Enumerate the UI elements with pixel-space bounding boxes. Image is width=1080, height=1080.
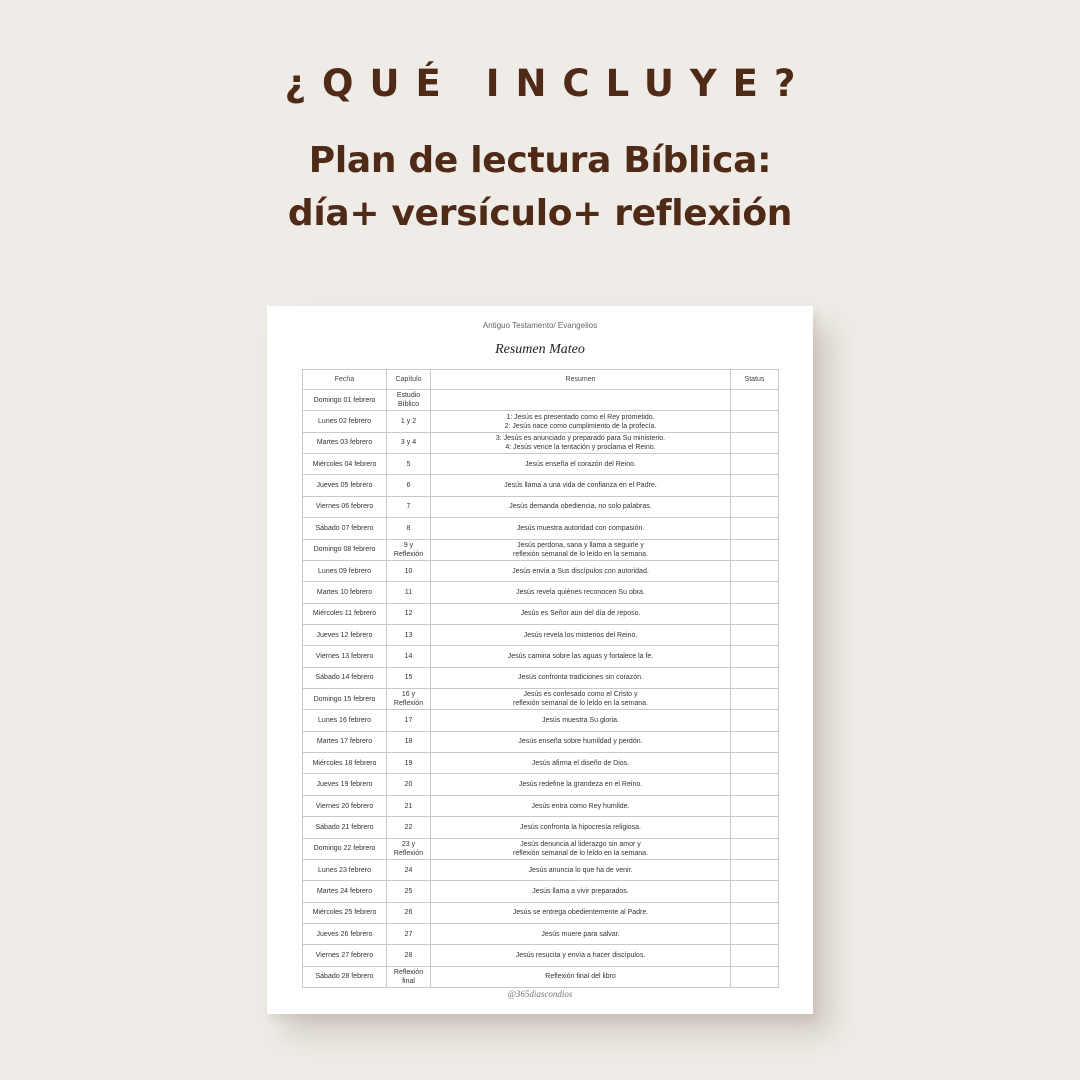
cell-resumen bbox=[431, 667, 731, 688]
cell-capitulo bbox=[387, 582, 431, 603]
cell-fecha: Sábado 28 febrero bbox=[303, 966, 387, 987]
table-body bbox=[303, 390, 779, 988]
cell-fecha: Sábado 07 febrero bbox=[303, 518, 387, 539]
cell-fecha: Sábado 21 febrero bbox=[303, 817, 387, 838]
table-row bbox=[303, 902, 779, 923]
column-header-status: Status bbox=[731, 370, 779, 390]
cell-line: 7 bbox=[406, 503, 411, 511]
cell-status[interactable] bbox=[731, 646, 779, 667]
cell-status[interactable] bbox=[731, 859, 779, 880]
cell-line: Jesús es confesado como el Cristo y bbox=[523, 691, 638, 699]
cell-resumen bbox=[431, 859, 731, 880]
cell-line: Jesús entra como Rey humilde. bbox=[531, 802, 630, 810]
cell-line: reflexión semanal de lo leído en la semana. bbox=[512, 700, 649, 708]
table-row bbox=[303, 475, 779, 496]
table-row bbox=[303, 966, 779, 987]
cell-line: 19 bbox=[404, 759, 413, 767]
cell-status[interactable] bbox=[731, 411, 779, 432]
table-row bbox=[303, 795, 779, 816]
cell-fecha: Sábado 14 febrero bbox=[303, 667, 387, 688]
cell-line: Reflexión final del libro bbox=[545, 973, 616, 981]
cell-line: 16 y bbox=[401, 691, 416, 699]
cell-capitulo bbox=[387, 710, 431, 731]
cell-fecha: Domingo 01 febrero bbox=[303, 390, 387, 411]
cell-capitulo bbox=[387, 432, 431, 453]
cell-line: Reflexión bbox=[393, 968, 424, 976]
table-row bbox=[303, 411, 779, 432]
table-row bbox=[303, 817, 779, 838]
table-row bbox=[303, 859, 779, 880]
cell-line: 13 bbox=[404, 631, 413, 639]
cell-line: 8 bbox=[406, 524, 411, 532]
cell-status[interactable] bbox=[731, 902, 779, 923]
cell-status[interactable] bbox=[731, 689, 779, 710]
cell-capitulo bbox=[387, 475, 431, 496]
cell-line: reflexión semanal de lo leído en la semana. bbox=[512, 550, 649, 558]
table-row bbox=[303, 539, 779, 560]
cell-resumen bbox=[431, 518, 731, 539]
cell-capitulo bbox=[387, 945, 431, 966]
cell-status[interactable] bbox=[731, 475, 779, 496]
cell-resumen bbox=[431, 539, 731, 560]
cell-line: final bbox=[402, 977, 415, 985]
cell-capitulo bbox=[387, 667, 431, 688]
eyebrow-heading: ¿QUÉ INCLUYE? bbox=[284, 62, 812, 105]
table-row bbox=[303, 689, 779, 710]
cell-status[interactable] bbox=[731, 432, 779, 453]
cell-fecha: Martes 24 febrero bbox=[303, 881, 387, 902]
footer-handle: @365diascondios bbox=[507, 989, 573, 999]
cell-resumen bbox=[431, 560, 731, 581]
cell-line: Jesús llama a una vida de confianza en el Padre. bbox=[504, 482, 657, 490]
cell-resumen bbox=[431, 923, 731, 944]
cell-resumen bbox=[431, 689, 731, 710]
table-row bbox=[303, 646, 779, 667]
table-row bbox=[303, 774, 779, 795]
cell-status[interactable] bbox=[731, 838, 779, 859]
table-row bbox=[303, 624, 779, 645]
cell-line: Jesús demanda obediencia, no solo palabras. bbox=[509, 503, 652, 511]
cell-status[interactable] bbox=[731, 496, 779, 517]
cell-fecha: Miércoles 25 febrero bbox=[303, 902, 387, 923]
cell-line: Jesús envía a Sus discípulos con autoridad. bbox=[512, 567, 649, 575]
cell-line: 3 y 4 bbox=[400, 439, 417, 447]
cell-capitulo bbox=[387, 689, 431, 710]
cell-status[interactable] bbox=[731, 795, 779, 816]
table-row bbox=[303, 603, 779, 624]
cell-capitulo bbox=[387, 817, 431, 838]
cell-line: Jesús muestra Su gloria. bbox=[541, 717, 620, 725]
cell-status[interactable] bbox=[731, 945, 779, 966]
cell-fecha: Martes 10 febrero bbox=[303, 582, 387, 603]
cell-fecha: Jueves 26 febrero bbox=[303, 923, 387, 944]
cell-line: 3: Jesús es anunciado y preparado para Su ministerio. bbox=[495, 434, 666, 442]
cell-resumen bbox=[431, 774, 731, 795]
cell-fecha: Domingo 15 febrero bbox=[303, 689, 387, 710]
cell-line: Reflexión bbox=[393, 700, 424, 708]
cell-line: reflexión semanal de lo leído en la semana. bbox=[512, 849, 649, 857]
cell-line: Jesús camina sobre las aguas y fortalece la fe. bbox=[507, 652, 654, 660]
cell-resumen bbox=[431, 646, 731, 667]
cell-line: Jesús muere para salvar. bbox=[541, 930, 620, 938]
cell-resumen bbox=[431, 454, 731, 475]
table-row bbox=[303, 667, 779, 688]
cell-capitulo bbox=[387, 539, 431, 560]
cell-fecha: Martes 17 febrero bbox=[303, 731, 387, 752]
cell-line: Jesús denuncia al liderazgo sin amor y bbox=[520, 840, 641, 848]
cell-status[interactable] bbox=[731, 603, 779, 624]
headline-line-1: Plan de lectura Bíblica: bbox=[308, 140, 772, 181]
cell-capitulo bbox=[387, 603, 431, 624]
cell-fecha: Viernes 13 febrero bbox=[303, 646, 387, 667]
cell-capitulo bbox=[387, 390, 431, 411]
cell-line: Reflexión bbox=[393, 849, 424, 857]
cell-fecha: Lunes 09 febrero bbox=[303, 560, 387, 581]
cell-line: 17 bbox=[404, 717, 413, 725]
cell-resumen bbox=[431, 881, 731, 902]
cell-capitulo bbox=[387, 560, 431, 581]
cell-resumen bbox=[431, 624, 731, 645]
cell-status[interactable] bbox=[731, 881, 779, 902]
table-row bbox=[303, 945, 779, 966]
cell-capitulo bbox=[387, 753, 431, 774]
cell-line: 1 y 2 bbox=[400, 418, 417, 426]
cell-resumen bbox=[431, 390, 731, 411]
cell-line: 22 bbox=[404, 823, 413, 831]
cell-status[interactable] bbox=[731, 582, 779, 603]
cell-resumen bbox=[431, 710, 731, 731]
cell-capitulo bbox=[387, 902, 431, 923]
cell-capitulo bbox=[387, 795, 431, 816]
column-header-fecha: Fecha bbox=[303, 370, 387, 390]
cell-line: Jesús revela los misterios del Reino. bbox=[523, 631, 638, 639]
cell-status[interactable] bbox=[731, 923, 779, 944]
cell-status[interactable] bbox=[731, 817, 779, 838]
cell-resumen bbox=[431, 902, 731, 923]
cell-resumen bbox=[431, 496, 731, 517]
cell-line: 12 bbox=[404, 610, 413, 618]
table-row bbox=[303, 923, 779, 944]
table-row bbox=[303, 582, 779, 603]
cell-resumen bbox=[431, 753, 731, 774]
cell-line: Jesús muestra autoridad con compasión. bbox=[516, 524, 645, 532]
cell-line: 11 bbox=[404, 588, 413, 596]
cell-line: Bíblico bbox=[397, 401, 419, 409]
cell-fecha: Lunes 23 febrero bbox=[303, 859, 387, 880]
cell-capitulo bbox=[387, 881, 431, 902]
cell-line: Jesús anuncia lo que ha de venir. bbox=[528, 866, 633, 874]
cell-line: 1: Jesús es presentado como el Rey prometido. bbox=[506, 413, 655, 421]
cell-capitulo bbox=[387, 496, 431, 517]
table-row bbox=[303, 881, 779, 902]
cell-line: 18 bbox=[404, 738, 413, 746]
cell-status[interactable] bbox=[731, 731, 779, 752]
reading-plan-table bbox=[302, 369, 779, 988]
cell-capitulo bbox=[387, 774, 431, 795]
cell-line: Jesús confronta la hipocresía religiosa. bbox=[519, 823, 641, 831]
table-row bbox=[303, 560, 779, 581]
cell-fecha: Miércoles 18 febrero bbox=[303, 753, 387, 774]
cell-resumen bbox=[431, 945, 731, 966]
cell-status[interactable] bbox=[731, 753, 779, 774]
headline bbox=[0, 134, 1080, 240]
cell-line: Reflexión bbox=[393, 550, 424, 558]
table-row bbox=[303, 731, 779, 752]
cell-fecha: Viernes 27 febrero bbox=[303, 945, 387, 966]
cell-line: 24 bbox=[404, 866, 413, 874]
cell-line: 14 bbox=[404, 652, 413, 660]
cell-fecha: Viernes 20 febrero bbox=[303, 795, 387, 816]
cell-line: 23 y bbox=[401, 840, 416, 848]
cell-resumen bbox=[431, 603, 731, 624]
cell-line: 25 bbox=[404, 887, 413, 895]
table-row bbox=[303, 390, 779, 411]
cell-status[interactable] bbox=[731, 667, 779, 688]
table-row bbox=[303, 838, 779, 859]
cell-line: Jesús se entrega obedientemente al Padre. bbox=[512, 909, 649, 917]
headline-line-2: día+ versículo+ reflexión bbox=[287, 193, 793, 234]
cell-capitulo bbox=[387, 838, 431, 859]
cell-line: Jesús llama a vivir preparados. bbox=[532, 887, 629, 895]
cell-capitulo bbox=[387, 624, 431, 645]
cell-fecha: Jueves 19 febrero bbox=[303, 774, 387, 795]
cell-fecha: Domingo 08 febrero bbox=[303, 539, 387, 560]
cell-fecha: Viernes 06 febrero bbox=[303, 496, 387, 517]
cell-line: Jesús confronta tradiciones sin corazón. bbox=[518, 674, 643, 682]
cell-status[interactable] bbox=[731, 774, 779, 795]
cell-line: Jesús enseña sobre humildad y perdón. bbox=[518, 738, 643, 746]
cell-line: 15 bbox=[404, 674, 413, 682]
cell-line: 27 bbox=[404, 930, 413, 938]
cell-line: Jesús afirma el diseño de Dios. bbox=[531, 759, 630, 767]
cell-resumen bbox=[431, 432, 731, 453]
cell-capitulo bbox=[387, 966, 431, 987]
cell-resumen bbox=[431, 731, 731, 752]
cell-capitulo bbox=[387, 859, 431, 880]
cell-line: Estudio bbox=[396, 392, 421, 400]
cell-line: Jesús revela quiénes reconocen Su obra. bbox=[516, 588, 645, 596]
cell-line: 6 bbox=[406, 482, 411, 490]
cell-line: Jesús enseña el corazón del Reino. bbox=[525, 460, 636, 468]
document-preview bbox=[267, 306, 813, 1014]
cell-line: Jesús perdona, sana y llama a seguirle y bbox=[517, 541, 644, 549]
table-row bbox=[303, 496, 779, 517]
table-row bbox=[303, 454, 779, 475]
cell-capitulo bbox=[387, 518, 431, 539]
cell-line: Jesús resucita y envía a hacer discípulos. bbox=[515, 952, 646, 960]
table-header-row bbox=[303, 370, 779, 390]
cell-fecha: Jueves 12 febrero bbox=[303, 624, 387, 645]
table-row bbox=[303, 753, 779, 774]
table-row bbox=[303, 432, 779, 453]
cell-fecha: Lunes 02 febrero bbox=[303, 411, 387, 432]
cell-status[interactable] bbox=[731, 390, 779, 411]
cell-status[interactable] bbox=[731, 710, 779, 731]
cell-resumen bbox=[431, 838, 731, 859]
cell-line: 4: Jesús vence la tentación y proclama el Reino. bbox=[505, 443, 656, 451]
cell-fecha: Martes 03 febrero bbox=[303, 432, 387, 453]
cell-fecha: Domingo 22 febrero bbox=[303, 838, 387, 859]
cell-line: 21 bbox=[404, 802, 413, 810]
cell-line: 28 bbox=[404, 952, 413, 960]
cell-line: 10 bbox=[404, 567, 413, 575]
cell-fecha: Lunes 16 febrero bbox=[303, 710, 387, 731]
cell-status[interactable] bbox=[731, 454, 779, 475]
document-subtitle: Antiguo Testamento/ Evangelios bbox=[482, 321, 598, 330]
table-row bbox=[303, 518, 779, 539]
cell-status[interactable] bbox=[731, 539, 779, 560]
cell-resumen bbox=[431, 411, 731, 432]
document-title: Resumen Mateo bbox=[495, 342, 585, 357]
cell-resumen bbox=[431, 582, 731, 603]
cell-line: Jesús es Señor aun del día de reposo. bbox=[520, 610, 641, 618]
table-row bbox=[303, 710, 779, 731]
cell-resumen bbox=[431, 817, 731, 838]
cell-fecha: Miércoles 04 febrero bbox=[303, 454, 387, 475]
cell-line: 26 bbox=[404, 909, 413, 917]
cell-resumen bbox=[431, 795, 731, 816]
cell-status[interactable] bbox=[731, 624, 779, 645]
cell-capitulo bbox=[387, 411, 431, 432]
cell-capitulo bbox=[387, 646, 431, 667]
cell-resumen bbox=[431, 966, 731, 987]
cell-status[interactable] bbox=[731, 966, 779, 987]
cell-capitulo bbox=[387, 454, 431, 475]
cell-fecha: Jueves 05 febrero bbox=[303, 475, 387, 496]
cell-capitulo bbox=[387, 923, 431, 944]
column-header-capitulo: Capítulo bbox=[387, 370, 431, 390]
column-header-resumen: Resumen bbox=[431, 370, 731, 390]
cell-line: 2: Jesús nace como cumplimiento de la profecía. bbox=[504, 422, 657, 430]
cell-line: Jesús redefine la grandeza en el Reino. bbox=[518, 781, 643, 789]
cell-line: 5 bbox=[406, 460, 411, 468]
cell-fecha: Miércoles 11 febrero bbox=[303, 603, 387, 624]
cell-resumen bbox=[431, 475, 731, 496]
cell-status[interactable] bbox=[731, 560, 779, 581]
cell-capitulo bbox=[387, 731, 431, 752]
cell-line: 9 y bbox=[403, 541, 414, 549]
cell-status[interactable] bbox=[731, 518, 779, 539]
cell-line: 20 bbox=[404, 781, 413, 789]
